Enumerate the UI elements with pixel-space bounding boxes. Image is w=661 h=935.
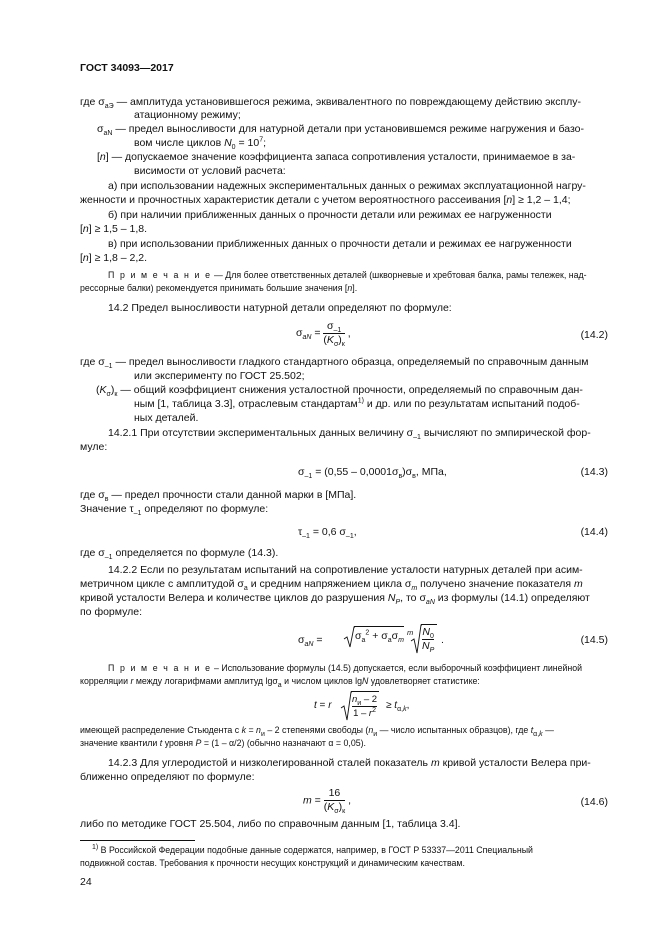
fraction bbox=[324, 787, 345, 814]
equation-number: (14.3) bbox=[580, 466, 608, 478]
formula-14-4: $\tau_{-1} = 0,6$ $\sigma_{-1}$, bbox=[298, 526, 357, 541]
case-line: [n] ≥ 1,5 – 1,8. bbox=[80, 223, 148, 235]
section-14-2-3: 14.2.3 Для углеродистой и низколегированной сталей показатель m кривой усталости Велера при- bbox=[108, 757, 591, 769]
fraction bbox=[323, 320, 344, 347]
formula-lhs: t = r bbox=[314, 700, 332, 711]
text-line: значение квантили t уровня P = (1 – α/2) (обычно назначают α = 0,05). bbox=[80, 738, 366, 748]
sqrt-sign bbox=[340, 691, 352, 721]
formula-14-2 bbox=[296, 320, 351, 347]
footnote-line: подвижной состав. Требования к прочности несущих конструкций и динамическим качествам. bbox=[80, 858, 465, 868]
fraction-denominator: $(K_\sigma)_к$ bbox=[323, 801, 346, 816]
case-line: б) при наличии приближенных данных о прочности детали или режимах ее нагруженности bbox=[108, 209, 552, 221]
section-14-2-2: кривой усталости Велера и количестве циклов до разрушения $N_P$, то $\sigma_{aN}$ из формулы (14.1) определяют bbox=[80, 592, 590, 607]
footnote-line: $^{1)}$ В Российской Федерации подобные данные содержатся, например, в ГОСТ Р 53337—2011 Специальный bbox=[92, 844, 533, 855]
text-line: имеющей распределение Стьюдента с $k = n_и - 2$ степенями свободы ($n_и$ — число испытанных образцов), где $t_{\alpha,k}$ — bbox=[80, 725, 554, 738]
equation-number: (14.5) bbox=[580, 634, 608, 646]
page-number: 24 bbox=[80, 876, 92, 888]
fraction-numerator: $n_и - 2$ bbox=[352, 694, 378, 707]
definition-line: [n] — допускаемое значение коэффициента запаса сопротивления усталости, принимаемое в за- bbox=[97, 151, 576, 163]
case-line: [n] ≥ 1,8 – 2,2. bbox=[80, 252, 148, 264]
definition-line: $\sigma_{aN}$ — предел выносливости для натурной детали при установившемся режиме нагружения и базо- bbox=[97, 123, 584, 138]
definition-line: вом числе циклов $N_0 = 10^7$; bbox=[134, 136, 267, 152]
note-2-line2: корреляции r между логарифмами амплитуд lgσ$_a$ и числом циклов lgN удовлетворяет статистике: bbox=[80, 676, 480, 689]
fraction bbox=[422, 626, 434, 653]
formula-tail: , bbox=[347, 327, 351, 340]
sqrt-overline bbox=[354, 626, 404, 627]
fraction-denominator: $1 - r^2$ bbox=[353, 706, 376, 719]
formula-lhs: $\sigma_{aN}$ = bbox=[298, 634, 323, 649]
fraction bbox=[352, 693, 377, 720]
root-overline bbox=[421, 624, 437, 625]
formula-14-6 bbox=[303, 787, 351, 814]
formula-t-statistic bbox=[314, 689, 454, 723]
note-1-line2: рессорные балки) рекомендуется принимать большие значения [n]. bbox=[80, 283, 358, 293]
formula-lhs: m = bbox=[303, 794, 321, 807]
note-1 bbox=[108, 270, 587, 281]
section-14-2-2: 14.2.2 Если по результатам испытаний на сопротивление усталости натурных деталей при асим- bbox=[108, 564, 583, 576]
fraction-numerator: $\sigma_{-1}$ bbox=[326, 320, 342, 335]
text-line: либо по методике ГОСТ 25.504, либо по справочным данным [1, таблица 3.4]. bbox=[80, 818, 461, 830]
text-line: где $\sigma_{-1}$ определяется по формуле (14.3). bbox=[80, 547, 279, 562]
section-14-2: 14.2 Предел выносливости натурной детали определяют по формуле: bbox=[108, 302, 452, 314]
note-label: П р и м е ч а н и е bbox=[108, 270, 212, 280]
equation-number: (14.4) bbox=[580, 526, 608, 538]
definition-line: где $\sigma_{-1}$ — предел выносливости гладкого стандартного образца, определяемый по справочным данным bbox=[80, 356, 589, 371]
note-text: – Использование формулы (14.5) допускается, если выборочный коэффициент линейной bbox=[211, 663, 583, 673]
fraction-numerator: $N_0$ bbox=[422, 626, 434, 641]
equation-number: (14.6) bbox=[580, 796, 608, 808]
fraction-denominator: $(K_\sigma)_к$ bbox=[323, 334, 345, 349]
section-14-2-2: по формуле: bbox=[80, 606, 143, 618]
definition-line: атационному режиму; bbox=[134, 109, 241, 121]
definition-line: ным [1, таблица 3.3], отраслевым стандартам$^{1)}$ и др. или по результатам испытаний подоб- bbox=[134, 397, 580, 410]
note-2 bbox=[108, 663, 582, 674]
document-header: ГОСТ 34093—2017 bbox=[80, 62, 174, 74]
definition-line: где $\sigma_{аЭ}$ — амплитуда установившегося режима, эквивалентного по повреждающему действию эксплу- bbox=[80, 96, 582, 111]
footnote-separator bbox=[80, 840, 195, 841]
sqrt-sign bbox=[343, 626, 355, 648]
text-line: Значение $\tau_{-1}$ определяют по формуле: bbox=[80, 503, 269, 518]
definition-line: ных деталей. bbox=[134, 412, 199, 424]
root-sign bbox=[410, 624, 422, 654]
root-index: m bbox=[407, 628, 414, 637]
formula-tail: . bbox=[441, 634, 444, 646]
fraction-numerator: 16 bbox=[328, 787, 341, 799]
case-line: в) при использовании приближенных данных о прочности детали и режимах ее нагруженности bbox=[108, 238, 572, 250]
text-line: где $\sigma_в$ — предел прочности стали данной марки в [МПа]. bbox=[80, 489, 357, 504]
section-14-2-3: ближенно определяют по формуле: bbox=[80, 771, 255, 783]
case-line: а) при использовании надежных экспериментальных данных о режимах эксплуатационной нагру- bbox=[108, 180, 586, 192]
definition-line: или эксперименту по ГОСТ 25.502; bbox=[134, 370, 305, 382]
section-14-2-1: муле: bbox=[80, 441, 108, 453]
formula-lhs: $\sigma_{aN}$ = bbox=[296, 327, 321, 342]
section-14-2-2: метричном цикле с амплитудой $\sigma_a$ и средним напряжением цикла $\sigma_m$ получено значение показателя m bbox=[80, 578, 583, 593]
formula-tail: ≥ $t_{\alpha,k}$, bbox=[386, 700, 410, 713]
sqrt-overline bbox=[351, 691, 379, 692]
section-14-2-1: 14.2.1 При отсутствии экспериментальных данных величину $\sigma_{-1}$ вычисляют по эмпирической фор- bbox=[108, 427, 591, 442]
formula-14-3: $\sigma_{-1} = (0,55 - 0,0001\sigma_в)\sigma_в$, МПа, bbox=[298, 466, 447, 481]
fraction-denominator: $N_P$ bbox=[422, 640, 435, 655]
sqrt-radicand: $\sigma_a^2 + \sigma_a\sigma_m$ bbox=[355, 629, 404, 645]
equation-number: (14.2) bbox=[580, 329, 608, 341]
definition-line: висимости от условий расчета: bbox=[134, 165, 286, 177]
formula-tail: , bbox=[348, 794, 351, 807]
case-line: женности и прочностных характеристик детали с учетом вероятностного рассеивания [n] ≥ 1,2 – 1,4; bbox=[80, 194, 571, 206]
note-text: — Для более ответственных деталей (шкворневые и хребтовая балка, рамы тележек, над- bbox=[211, 270, 587, 280]
definition-line: $(K_\sigma)_к$ — общий коэффициент снижения усталостной прочности, определяемый по справочным дан- bbox=[96, 384, 583, 399]
note-label: П р и м е ч а н и е bbox=[108, 663, 212, 673]
